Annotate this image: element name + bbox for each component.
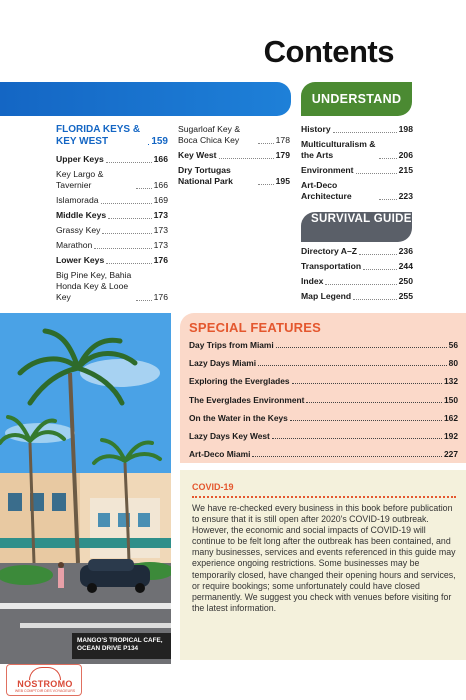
- toc-entry-page: 206: [398, 150, 413, 160]
- toc-entry[interactable]: [56, 240, 168, 251]
- leader-dots: [252, 456, 442, 457]
- leader-dots: [258, 184, 274, 185]
- leader-dots: [306, 402, 442, 403]
- toc-entry-label: Art-Deco Architecture: [301, 180, 352, 201]
- leader-dots: [379, 199, 397, 200]
- toc-entry[interactable]: [189, 413, 458, 423]
- page-title: Contents: [263, 34, 394, 69]
- toc-entry-page: 173: [153, 240, 168, 250]
- toc-entry-page: 166: [153, 154, 168, 164]
- leader-dots: [292, 383, 442, 384]
- toc-entry[interactable]: [301, 139, 413, 161]
- toc-entry-page: 56: [448, 340, 458, 350]
- toc-entry-page: 162: [444, 412, 458, 423]
- toc-entry[interactable]: [56, 154, 168, 165]
- covid-body: We have re-checked every business in this book before publication to ensure that it is still open after 2020's COVID-19 outbreak. However, the economic and social impacts of COVID-19 will continue to be felt long after the outbreak has been contained, and many businesses, services and events referenced in this guide may experience ongoing restrictions. Some businesses may be temporarily closed, have changed their opening hours and services, or require bookings; some unfortunately could have closed permanently. We suggest you check with venues before visiting for the latest information.: [192, 503, 456, 613]
- toc-entry-label: Transportation: [301, 261, 362, 271]
- toc-region-entry[interactable]: [56, 124, 168, 148]
- toc-entry-page: 150: [444, 394, 458, 405]
- toc-entry[interactable]: [178, 165, 290, 187]
- palm-street-illustration: [0, 313, 171, 664]
- leader-dots: [136, 300, 152, 301]
- covid-heading: COVID-19: [192, 482, 456, 498]
- toc-entry-label: Big Pine Key, Bahia Honda Key & Looe Key: [56, 270, 132, 302]
- toc-entry[interactable]: [189, 340, 458, 350]
- leader-dots: [290, 420, 442, 421]
- leader-dots: [276, 347, 447, 348]
- leader-dots: [258, 365, 447, 366]
- toc-entry-page: 80: [448, 358, 458, 369]
- toc-entry-label: Islamorada: [56, 195, 99, 205]
- toc-entry[interactable]: [301, 261, 413, 272]
- toc-entry-page: 173: [153, 210, 168, 220]
- toc-entry-label: Lazy Days Key West: [189, 430, 270, 441]
- toc-entry[interactable]: [301, 124, 413, 135]
- toc-column-1: [56, 124, 168, 307]
- toc-entry-label: Key West: [178, 150, 217, 160]
- toc-entry-label: Lazy Days Miami: [189, 358, 257, 369]
- toc-entry-label: Sugarloaf Key & Boca Chica Key: [178, 124, 241, 145]
- leader-dots: [148, 144, 149, 145]
- toc-entry-label: History: [301, 124, 331, 134]
- covid-notice: [180, 470, 466, 660]
- toc-entry-label: Art-Deco Miami: [189, 449, 251, 460]
- leader-dots: [101, 203, 152, 204]
- cover-photo: [0, 313, 171, 664]
- leader-dots: [258, 143, 274, 144]
- toc-entry-label: Environment: [301, 165, 354, 175]
- toc-entry[interactable]: [56, 255, 168, 266]
- leader-dots: [333, 132, 397, 133]
- toc-entry[interactable]: [178, 150, 290, 161]
- toc-entry-label: On the Water in the Keys: [189, 412, 288, 423]
- toc-entry-page: 215: [398, 165, 413, 175]
- toc-column-3: [301, 124, 413, 206]
- toc-entry[interactable]: [189, 358, 458, 368]
- photo-caption: MANGO'S TROPICAL CAFE, OCEAN DRIVE P134: [72, 633, 171, 659]
- toc-column-3-survival: [301, 246, 413, 306]
- toc-entry-label: Key Largo & Tavernier: [56, 169, 104, 190]
- leader-dots: [353, 299, 397, 300]
- toc-entry-label: Multiculturalism & the Arts: [301, 139, 376, 160]
- toc-entry-page: 255: [398, 291, 413, 301]
- toc-entry[interactable]: [56, 169, 168, 191]
- toc-entry-page: 227: [444, 449, 458, 460]
- toc-entry-page: 176: [153, 255, 168, 265]
- nostromo-logo: [6, 664, 82, 696]
- toc-entry-page: 176: [153, 292, 168, 302]
- toc-entry-label: Index: [301, 276, 324, 286]
- toc-entry[interactable]: [56, 195, 168, 206]
- toc-entry[interactable]: [189, 431, 458, 441]
- leader-dots: [108, 218, 152, 219]
- toc-entry[interactable]: [56, 225, 168, 236]
- leader-dots: [379, 158, 397, 159]
- toc-entry[interactable]: [301, 180, 413, 202]
- leader-dots: [106, 162, 152, 163]
- leader-dots: [219, 158, 274, 159]
- leader-dots: [356, 173, 397, 174]
- toc-entry-label: Map Legend: [301, 291, 352, 301]
- toc-entry[interactable]: [301, 276, 413, 287]
- survival-guide-tab[interactable]: [301, 212, 412, 242]
- toc-entry-page: 250: [398, 276, 413, 286]
- leader-dots: [325, 284, 396, 285]
- toc-entry-page: 192: [444, 430, 458, 441]
- toc-entry-label: Grassy Key: [56, 225, 101, 235]
- toc-entry-label: Exploring the Everglades: [189, 376, 290, 387]
- toc-entry[interactable]: [301, 291, 413, 302]
- understand-tab[interactable]: UNDERSTAND: [301, 82, 412, 116]
- toc-entry-page: 179: [275, 150, 290, 160]
- toc-entry-page: 169: [153, 195, 168, 205]
- toc-entry[interactable]: [301, 165, 413, 176]
- toc-entry[interactable]: [189, 376, 458, 386]
- leader-dots: [94, 248, 151, 249]
- region-label: FLORIDA KEYS & KEY WEST: [56, 124, 141, 147]
- toc-entry-label: Upper Keys: [56, 154, 104, 164]
- special-features-panel: [180, 313, 466, 463]
- leader-dots: [106, 263, 151, 264]
- toc-entry-page: 236: [398, 246, 413, 256]
- toc-entry-page: 178: [275, 135, 290, 145]
- toc-entry[interactable]: [56, 210, 168, 221]
- toc-entry[interactable]: [189, 395, 458, 405]
- toc-entry-label: Day Trips from Miami: [189, 340, 274, 350]
- toc-entry-label: Marathon: [56, 240, 93, 250]
- region-page: 159: [151, 136, 168, 147]
- leader-dots: [102, 233, 151, 234]
- logo-name: NOSTROMO: [17, 679, 73, 689]
- toc-entry-page: 173: [153, 225, 168, 235]
- toc-entry-page: 198: [398, 124, 413, 134]
- leader-dots: [363, 269, 396, 270]
- toc-entry-label: Directory A–Z: [301, 246, 358, 256]
- toc-column-2: [178, 124, 290, 191]
- toc-entry[interactable]: [189, 449, 458, 459]
- toc-entry-label: Middle Keys: [56, 210, 107, 220]
- toc-entry-page: 195: [275, 176, 290, 186]
- leader-dots: [272, 438, 442, 439]
- toc-entry-label: Lower Keys: [56, 255, 105, 265]
- survival-guide-label: SURVIVAL GUIDE: [311, 213, 412, 225]
- section-band: [0, 82, 291, 116]
- toc-entry-page: 166: [153, 180, 168, 190]
- toc-entry-page: 132: [444, 376, 458, 387]
- logo-tagline: WEB COMPTOIR DES VOYAGEURS: [14, 689, 76, 693]
- toc-entry[interactable]: [56, 270, 168, 303]
- special-features-heading: SPECIAL FEATURES: [189, 320, 322, 335]
- leader-dots: [359, 254, 397, 255]
- toc-entry-label: Dry Tortugas National Park: [178, 165, 233, 186]
- toc-entry[interactable]: [178, 124, 290, 146]
- toc-entry[interactable]: [301, 246, 413, 257]
- toc-entry-page: 223: [398, 191, 413, 201]
- leader-dots: [136, 188, 152, 189]
- toc-entry-page: 244: [398, 261, 413, 271]
- toc-entry-label: The Everglades Environment: [189, 394, 305, 405]
